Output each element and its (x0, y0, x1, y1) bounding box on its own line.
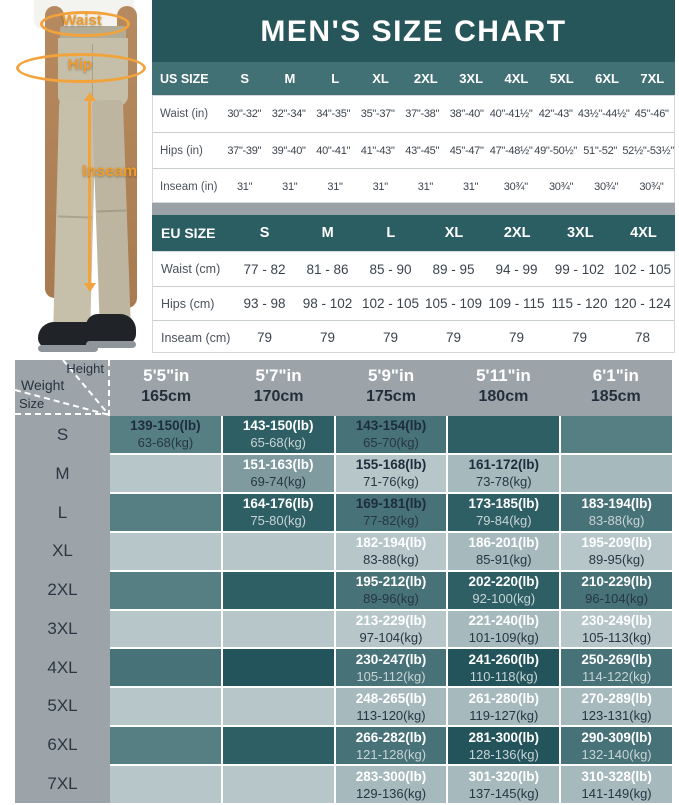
height-feet-label: 5'5"in (143, 366, 190, 385)
matrix-cell (561, 533, 672, 570)
matrix-cell (110, 649, 221, 686)
matrix-size-label-M: M (55, 464, 70, 484)
weight-lb-value: 270-289(lb) (581, 690, 652, 706)
eu-value: 79 (319, 330, 336, 345)
us-value: 45"-47" (449, 144, 484, 157)
matrix-cell (110, 766, 221, 803)
matrix-cell (223, 766, 334, 803)
matrix-cell (110, 727, 221, 764)
height-feet-label: 6'1"in (592, 366, 639, 385)
matrix-cell (110, 572, 221, 609)
eu-value: 78 (634, 330, 651, 345)
matrix-cell (223, 688, 334, 725)
matrix-cell (336, 455, 447, 492)
size-tables-panel (152, 0, 675, 358)
inseam-label: Inseam (82, 163, 138, 180)
matrix-cell (448, 533, 559, 570)
weight-kg-value: 132-140(kg) (581, 746, 652, 762)
matrix-cell (561, 494, 672, 531)
us-value: 30¾" (639, 180, 664, 193)
weight-lb-value: 202-220(lb) (468, 574, 540, 590)
weight-kg-value: 141-149(kg) (581, 785, 652, 801)
us-value: 31" (282, 180, 298, 193)
us-value: 41"-43" (360, 144, 395, 157)
weight-kg-value: 73-78(kg) (475, 474, 532, 490)
eu-size-S: S (259, 225, 270, 241)
eu-row-label: Waist (cm) (161, 262, 221, 276)
us-value: 40"-41" (316, 144, 351, 157)
height-feet-label: 5'11"in (476, 366, 531, 385)
eu-row (153, 320, 674, 354)
weight-kg-value: 71-76(kg) (363, 474, 419, 490)
us-row (153, 132, 674, 168)
right-shoe (86, 314, 136, 344)
weight-kg-value: 97-104(kg) (359, 629, 423, 645)
matrix-cell (110, 494, 221, 531)
us-row-label: Inseam (in) (160, 180, 218, 193)
us-row (153, 168, 674, 204)
page-title: MEN'S SIZE CHART (152, 0, 675, 62)
weight-kg-value: 101-109(kg) (468, 629, 539, 645)
product-photo (0, 0, 152, 358)
matrix-cell (336, 649, 447, 686)
eu-size-XL: XL (444, 225, 464, 241)
matrix-cell (448, 649, 559, 686)
weight-lb-value: 241-260(lb) (468, 651, 540, 667)
weight-lb-value: 182-194(lb) (355, 535, 427, 551)
matrix-cell (336, 688, 447, 725)
us-value: 34"-35" (316, 108, 351, 120)
us-value: 30¾" (548, 180, 574, 193)
us-value: 31" (236, 180, 253, 193)
inseam-arrowhead-bottom (84, 283, 96, 292)
height-weight-matrix (15, 360, 672, 803)
matrix-height-col-2 (222, 360, 334, 416)
matrix-size-label-5XL: 5XL (47, 696, 78, 716)
weight-kg-value: 89-95(kg) (588, 552, 645, 568)
weight-kg-value: 77-82(kg) (363, 513, 419, 529)
eu-value: 89 - 95 (432, 261, 475, 277)
weight-kg-value: 89-96(kg) (363, 591, 419, 607)
weight-kg-value: 137-145(kg) (468, 785, 539, 801)
us-size-table (152, 95, 675, 203)
table-divider-band (152, 203, 675, 215)
eu-value: 85 - 90 (369, 261, 412, 277)
matrix-cell (110, 455, 221, 492)
us-size-header-row (152, 62, 675, 95)
weight-kg-value: 92-100(kg) (472, 591, 536, 607)
us-value: 49"-50½" (534, 144, 577, 157)
matrix-cell (561, 688, 672, 725)
eu-value: 99 - 102 (554, 261, 605, 277)
eu-value: 102 - 105 (361, 296, 420, 311)
weight-kg-value: 119-127(kg) (469, 707, 539, 723)
eu-size-header-row (152, 215, 675, 251)
matrix-cell (223, 649, 334, 686)
weight-lb-value: 139-150(lb) (130, 418, 201, 434)
matrix-cell (223, 727, 334, 764)
matrix-size-column (15, 416, 110, 803)
us-value: 51"-52" (583, 144, 618, 157)
us-row (153, 96, 674, 132)
eu-row-label: Hips (cm) (161, 296, 215, 311)
matrix-cell (448, 416, 559, 453)
eu-value: 79 (445, 330, 462, 345)
weight-kg-value: 121-128(kg) (355, 746, 427, 762)
eu-size-M: M (321, 225, 334, 241)
matrix-cell (336, 416, 447, 453)
eu-row-label: Inseam (cm) (161, 330, 231, 345)
eu-value: 79 (571, 330, 588, 345)
us-value: 31" (327, 180, 343, 193)
us-value: 43"-45" (405, 144, 440, 157)
eu-value: 120 - 124 (613, 296, 672, 311)
matrix-size-label-6XL: 6XL (47, 734, 78, 754)
us-size-M: M (284, 71, 296, 86)
weight-kg-value: 75-80(kg) (250, 513, 307, 529)
matrix-cell (448, 494, 559, 531)
eu-value: 93 - 98 (243, 296, 286, 311)
height-feet-label: 5'7"in (255, 366, 302, 385)
us-value: 43½"-44½" (577, 108, 630, 120)
matrix-cell (448, 611, 559, 648)
us-size-5XL: 5XL (549, 71, 574, 86)
height-cm-label: 170cm (253, 388, 304, 405)
weight-lb-value: 183-194(lb) (581, 496, 652, 512)
matrix-cell (223, 572, 334, 609)
matrix-size-label-L: L (57, 502, 68, 522)
eu-size-3XL: 3XL (566, 225, 594, 241)
weight-lb-value: 221-240(lb) (468, 612, 540, 628)
us-size-2XL: 2XL (413, 71, 438, 86)
eu-value: 79 (256, 330, 273, 345)
weight-lb-value: 169-181(lb) (355, 496, 427, 512)
weight-lb-value: 143-154(lb) (355, 418, 427, 434)
corner-label-weight: Weight (21, 377, 65, 393)
weight-lb-value: 281-300(lb) (468, 729, 540, 745)
weight-lb-value: 248-265(lb) (355, 690, 427, 706)
weight-lb-value: 250-269(lb) (581, 651, 652, 667)
height-cm-label: 180cm (478, 388, 529, 405)
eu-value: 79 (508, 330, 525, 345)
weight-kg-value: 114-122(kg) (582, 668, 652, 684)
matrix-header-row (15, 360, 672, 416)
eu-value: 77 - 82 (243, 261, 286, 277)
eu-size-L: L (386, 225, 396, 241)
matrix-cell (448, 688, 559, 725)
weight-kg-value: 79-84(kg) (475, 513, 532, 529)
matrix-size-label-7XL: 7XL (47, 773, 78, 793)
weight-kg-value: 63-68(kg) (137, 435, 194, 451)
us-value: 38"-40" (449, 108, 484, 120)
matrix-cell (561, 416, 672, 453)
us-value: 40"-41½" (489, 108, 533, 120)
us-value: 52½"-53½" (622, 144, 674, 157)
us-size-6XL: 6XL (595, 71, 619, 86)
matrix-cell (110, 688, 221, 725)
weight-kg-value: 105-113(kg) (582, 629, 652, 645)
eu-size-2XL: 2XL (503, 225, 531, 241)
matrix-cell (223, 455, 334, 492)
matrix-cell (336, 572, 447, 609)
eu-value: 81 - 86 (306, 261, 349, 277)
us-value: 30"-32" (227, 108, 262, 120)
weight-lb-value: 230-247(lb) (355, 651, 427, 667)
weight-kg-value: 110-118(kg) (469, 668, 538, 684)
height-cm-label: 185cm (590, 388, 641, 405)
weight-kg-value: 129-136(kg) (355, 785, 427, 801)
us-size-L: L (331, 71, 340, 86)
us-size-4XL: 4XL (504, 71, 529, 86)
eu-value: 109 - 115 (488, 296, 545, 311)
us-value: 31" (462, 180, 479, 193)
weight-kg-value: 123-131(kg) (581, 707, 652, 723)
eu-value: 98 - 102 (302, 296, 353, 311)
weight-kg-value: 105-112(kg) (356, 668, 426, 684)
corner-label-height: Height (66, 361, 104, 376)
matrix-data-grid (110, 416, 672, 803)
eu-size-4XL: 4XL (630, 225, 657, 241)
matrix-cell (223, 494, 334, 531)
matrix-size-label-3XL: 3XL (47, 618, 78, 638)
us-value: 47"-48½" (489, 144, 533, 157)
matrix-corner-cell (15, 360, 110, 416)
matrix-height-col-4 (447, 360, 559, 416)
matrix-cell (561, 727, 672, 764)
weight-kg-value: 69-74(kg) (250, 474, 307, 490)
matrix-cell (561, 766, 672, 803)
matrix-cell (110, 611, 221, 648)
weight-lb-value: 195-209(lb) (581, 535, 652, 551)
eu-row (153, 252, 674, 286)
weight-lb-value: 155-168(lb) (355, 457, 427, 473)
matrix-cell (561, 649, 672, 686)
weight-lb-value: 151-163(lb) (242, 457, 314, 473)
us-size-7XL: 7XL (640, 71, 665, 86)
weight-kg-value: 83-88(kg) (363, 552, 419, 568)
us-row-label: Waist (in) (160, 108, 209, 120)
matrix-cell (448, 727, 559, 764)
matrix-height-col-1 (110, 360, 222, 416)
weight-kg-value: 113-120(kg) (356, 707, 426, 723)
weight-kg-value: 85-91(kg) (475, 552, 532, 568)
matrix-cell (561, 455, 672, 492)
height-feet-label: 5'9"in (367, 366, 415, 385)
weight-kg-value: 65-70(kg) (363, 435, 419, 451)
us-row-label: Hips (in) (160, 144, 203, 157)
matrix-cell (336, 494, 447, 531)
inseam-measure-arrow (88, 100, 91, 284)
eu-value: 94 - 99 (495, 261, 538, 277)
matrix-cell (448, 572, 559, 609)
weight-lb-value: 213-229(lb) (355, 612, 427, 628)
matrix-size-label-S: S (56, 425, 69, 445)
matrix-cell (223, 533, 334, 570)
eu-value: 115 - 120 (551, 296, 608, 311)
weight-lb-value: 266-282(lb) (355, 729, 427, 745)
weight-lb-value: 143-150(lb) (242, 418, 314, 434)
us-value: 31" (417, 180, 434, 193)
eu-size-table (152, 251, 675, 353)
weight-lb-value: 230-249(lb) (581, 612, 652, 628)
weight-kg-value: 96-104(kg) (585, 591, 649, 607)
weight-kg-value: 83-88(kg) (588, 513, 645, 529)
matrix-cell (561, 572, 672, 609)
weight-lb-value: 164-176(lb) (242, 496, 314, 512)
matrix-cell (223, 416, 334, 453)
us-header-label: US SIZE (160, 71, 209, 86)
weight-kg-value: 128-136(kg) (468, 746, 539, 762)
corner-label-size: Size (19, 396, 45, 411)
matrix-height-col-3 (335, 360, 447, 416)
us-value: 39"-40" (271, 144, 306, 157)
matrix-cell (110, 416, 221, 453)
us-value: 42"-43" (538, 108, 573, 120)
us-value: 30¾" (503, 180, 528, 193)
eu-value: 79 (382, 330, 399, 345)
matrix-size-label-4XL: 4XL (47, 657, 78, 677)
weight-kg-value: 65-68(kg) (250, 435, 307, 451)
us-size-S: S (240, 71, 249, 86)
eu-header-label: EU SIZE (161, 225, 216, 241)
weight-lb-value: 301-320(lb) (468, 768, 540, 784)
weight-lb-value: 261-280(lb) (468, 690, 540, 706)
inseam-arrowhead-top (84, 92, 96, 101)
height-cm-label: 165cm (141, 388, 192, 405)
weight-lb-value: 283-300(lb) (355, 768, 427, 784)
eu-value: 105 - 109 (424, 296, 483, 311)
matrix-cell (336, 533, 447, 570)
eu-value: 102 - 105 (613, 261, 672, 277)
height-cm-label: 175cm (366, 388, 416, 405)
matrix-cell (336, 611, 447, 648)
matrix-cell (223, 611, 334, 648)
weight-lb-value: 161-172(lb) (468, 457, 540, 473)
weight-lb-value: 186-201(lb) (468, 535, 540, 551)
matrix-height-col-5 (560, 360, 672, 416)
weight-lb-value: 173-185(lb) (468, 496, 540, 512)
weight-lb-value: 310-328(lb) (581, 768, 652, 784)
us-value: 35"-37" (360, 108, 395, 120)
weight-lb-value: 290-309(lb) (581, 729, 652, 745)
us-value: 37"-39" (227, 144, 262, 157)
eu-row (153, 286, 674, 320)
matrix-cell (336, 727, 447, 764)
us-value: 30¾" (594, 180, 619, 193)
us-value: 32"-34" (271, 108, 306, 120)
matrix-cell (448, 766, 559, 803)
hip-label: Hip (67, 56, 93, 73)
matrix-size-label-XL: XL (52, 541, 73, 561)
us-value: 45"-46" (634, 108, 669, 120)
matrix-cell (336, 766, 447, 803)
us-value: 37"-38" (405, 108, 440, 120)
weight-lb-value: 210-229(lb) (581, 574, 652, 590)
matrix-size-label-2XL: 2XL (47, 580, 78, 600)
matrix-cell (561, 611, 672, 648)
waist-label: Waist (62, 12, 102, 29)
us-size-XL: XL (372, 71, 389, 86)
weight-lb-value: 195-212(lb) (355, 574, 427, 590)
matrix-cell (448, 455, 559, 492)
us-value: 31" (372, 180, 388, 193)
us-size-3XL: 3XL (459, 71, 484, 86)
matrix-cell (110, 533, 221, 570)
